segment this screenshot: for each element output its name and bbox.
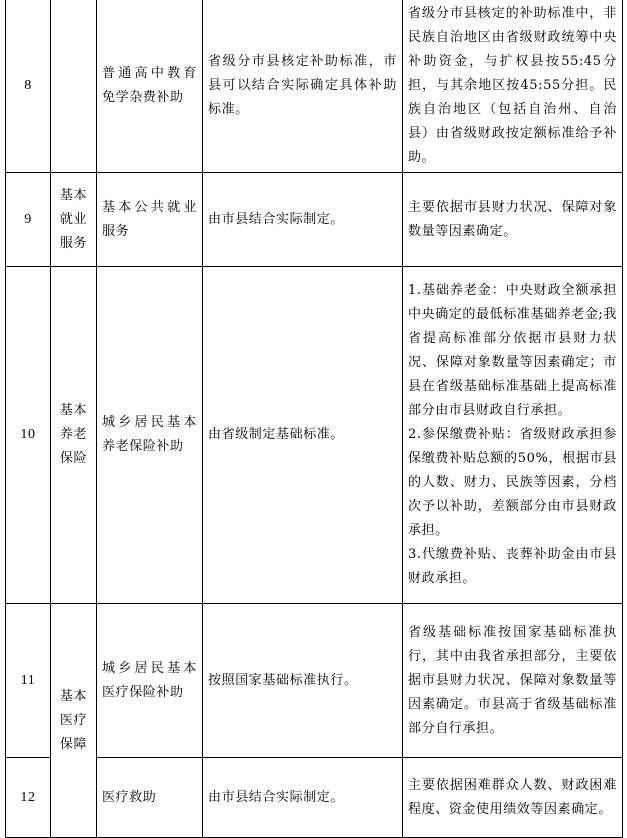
row-number: 9 (6, 173, 51, 267)
row-category (51, 0, 97, 173)
row-standard: 由市县结合实际制定。 (203, 758, 403, 838)
row-standard: 由省级制定基础标准。 (203, 267, 403, 604)
row-burden: 省级分市县核定的补助标准中，非民族自治地区由省级财政统筹中央补助资金，与扩权县按55:45分担，与其余地区按45:55分担。民族自治地区（包括自治州、自治县）由省级财政按定额标准给予补助。 (403, 0, 623, 173)
row-burden: 主要依据市县财力状况、保障对象数量等因素确定。 (403, 173, 623, 267)
table-row (6, 758, 623, 838)
row-number: 8 (6, 0, 51, 173)
burden-item-1: 1.基础养老金：中央财政全额承担中央确定的最低标准基础养老金;我省提高标准部分依据市县财力状况、保障对象数量等因素确定；市县在省级基础标准基础上提高标准部分由市县财政自行承担。 (408, 283, 617, 418)
row-number: 10 (6, 267, 51, 604)
table-row (6, 267, 623, 604)
row-item: 基本公共就业服务 (97, 173, 203, 267)
row-item: 普通高中教育免学杂费补助 (97, 0, 203, 173)
table-row (6, 604, 623, 758)
policy-table (5, 0, 623, 838)
table-row (6, 0, 623, 173)
row-burden: 主要依据困难群众人数、财政困难程度、资金使用绩效等因素确定。 (403, 758, 623, 838)
row-number: 11 (6, 604, 51, 758)
row-standard: 由市县结合实际制定。 (203, 173, 403, 267)
burden-item-2: 2.参保缴费补贴：省级财政承担参保缴费补贴总额的50%，根据市县的人数、财力、民族等因素，分档次予以补助，差额部分由市县财政承担。 (408, 427, 617, 538)
row-number: 12 (6, 758, 51, 838)
row-standard: 省级分市县核定补助标准，市县可以结合实际确定具体补助标准。 (203, 0, 403, 173)
row-category: 基本医疗保障 (51, 604, 97, 838)
row-burden: 省级基础标准按国家基础标准执行，其中由我省承担部分，主要依据市县财力状况、保障对象数量等因素确定。市县高于省级基础标准部分自行承担。 (403, 604, 623, 758)
row-standard: 按照国家基础标准执行。 (203, 604, 403, 758)
table-row (6, 173, 623, 267)
row-burden (403, 267, 623, 604)
row-item: 医疗救助 (97, 758, 203, 838)
row-item: 城乡居民基本医疗保险补助 (97, 604, 203, 758)
row-category: 基本就业服务 (51, 173, 97, 267)
row-category: 基本养老保险 (51, 267, 97, 604)
burden-item-3: 3.代缴费补贴、丧葬补助金由市县财政承担。 (408, 547, 617, 586)
row-item: 城乡居民基本养老保险补助 (97, 267, 203, 604)
